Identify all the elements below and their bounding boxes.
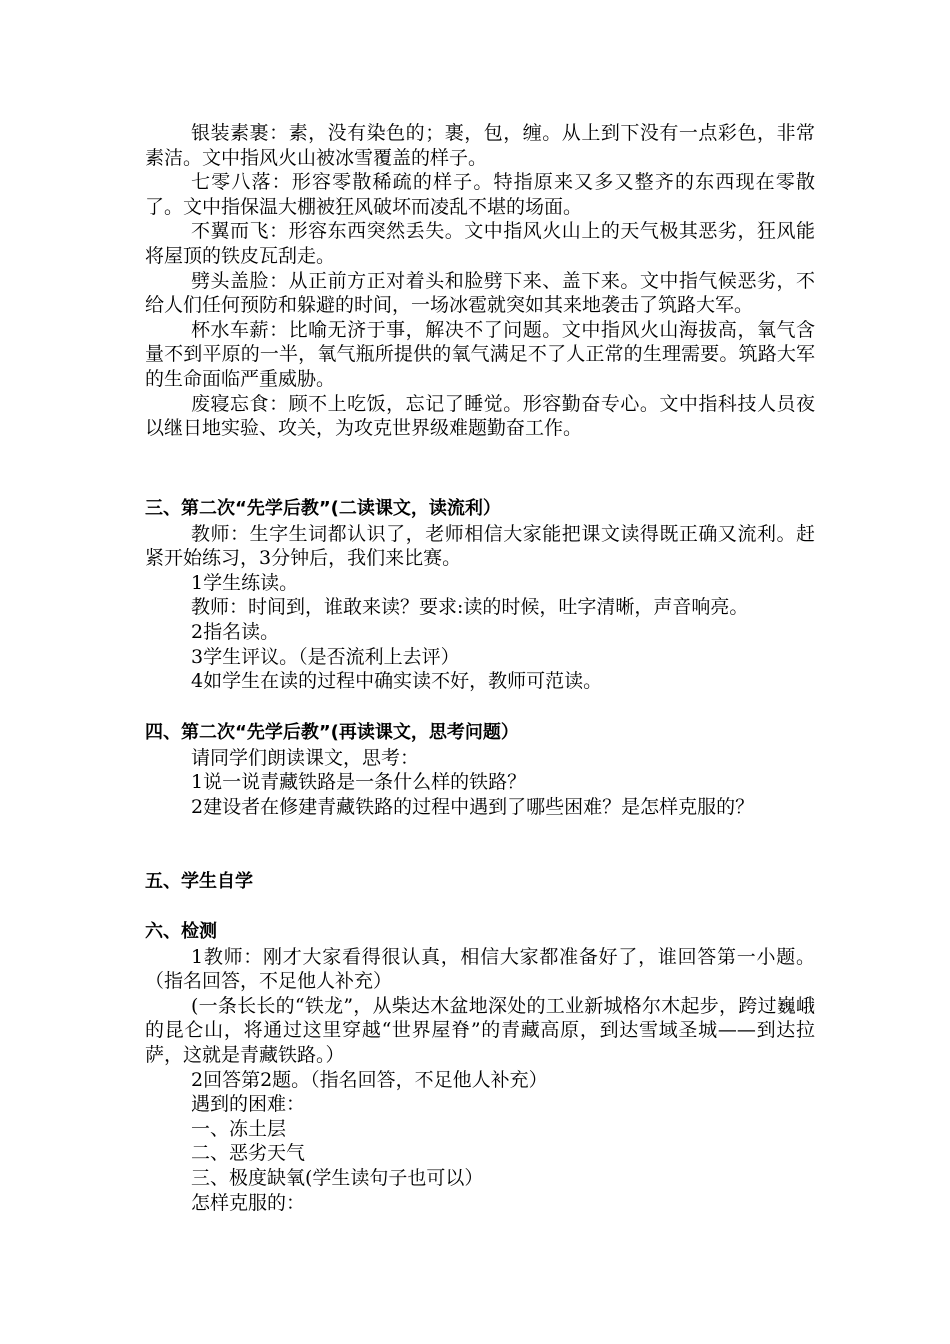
section-heading: 三、第二次“先学后教”(二读课文，读流利） bbox=[145, 498, 501, 519]
list-item: 2指名读。 bbox=[191, 620, 280, 643]
list-item: 教师：时间到，谁敢来读？要求:读的时候，吐字清晰，声音响亮。 bbox=[191, 596, 749, 619]
list-item: 2回答第2题。（指名回答，不足他人补充） bbox=[191, 1068, 548, 1091]
vocab-entry: 七零八落：形容零散稀疏的样子。特指原来又多又整齐的东西现在零散了。文中指保温大棚被狂风破坏而凌乱不堪的场面。 bbox=[145, 171, 815, 218]
list-item: 3学生评议。（是否流利上去评） bbox=[191, 645, 460, 668]
paragraph: 请同学们朗读课文，思考： bbox=[191, 746, 420, 769]
section-six bbox=[145, 920, 815, 1215]
vocab-entry: 杯水车薪：比喻无济于事，解决不了问题。文中指风火山海拔高，氧气含量不到平原的一半，氧气瓶所提供的氧气满足不了人正常的生理需要。筑路大军的生命面临严重威胁。 bbox=[145, 318, 815, 390]
section-three bbox=[145, 497, 815, 694]
vocab-entry: 废寝忘食：顾不上吃饭，忘记了睡觉。形容勤奋专心。文中指科技人员夜以继日地实验、攻关，为攻克世界级难题勤奋工作。 bbox=[145, 392, 815, 440]
vocab-entry: 银装素裹：素，没有染色的；裹，包，缠。从上到下没有一点彩色，非常素洁。文中指风火山被冰雪覆盖的样子。 bbox=[145, 122, 815, 169]
list-item: 三、极度缺氧(学生读句子也可以） bbox=[191, 1166, 484, 1189]
paragraph: (一条长长的“铁龙”，从柴达木盆地深处的工业新城格尔木起步，跨过巍峨的昆仑山，将通过这里穿越“世界屋脊”的青藏高原，到达雪域圣城——到达拉萨，这就是青藏铁路。） bbox=[145, 994, 815, 1066]
list-item: 遇到的困难： bbox=[191, 1093, 306, 1116]
section-heading: 五、学生自学 bbox=[145, 871, 253, 892]
section-heading: 四、第二次“先学后教”(再读课文，思考问题） bbox=[145, 722, 519, 743]
list-item: 怎样克服的： bbox=[191, 1191, 306, 1214]
vocab-section bbox=[145, 121, 815, 441]
list-item: 4如学生在读的过程中确实读不好，教师可范读。 bbox=[191, 670, 603, 693]
question-item: 1说一说青藏铁路是一条什么样的铁路？ bbox=[191, 771, 527, 794]
list-item: 1学生练读。 bbox=[191, 571, 299, 594]
section-five bbox=[145, 870, 815, 895]
paragraph: 1教师：刚才大家看得很认真，相信大家都准备好了，谁回答第一小题。（指名回答，不足他人补充） bbox=[145, 945, 815, 993]
section-four bbox=[145, 721, 815, 819]
paragraph: 教师：生字生词都认识了，老师相信大家能把课文读得既正确又流利。赶紧开始练习，3分钟后，我们来比赛。 bbox=[145, 522, 815, 570]
vocab-entry: 不翼而飞：形容东西突然丢失。文中指风火山上的天气极其恶劣，狂风能将屋顶的铁皮瓦刮走。 bbox=[145, 220, 815, 267]
vocab-entry: 劈头盖脸：从正前方正对着头和脸劈下来、盖下来。文中指气候恶劣，不给人们任何预防和躲避的时间，一场冰雹就突如其来地袭击了筑路大军。 bbox=[145, 269, 815, 317]
list-item: 一、冻土层 bbox=[191, 1117, 287, 1140]
section-heading: 六、检测 bbox=[145, 921, 217, 942]
question-item: 2建设者在修建青藏铁路的过程中遇到了哪些困难？是怎样克服的？ bbox=[191, 795, 755, 818]
list-item: 二、恶劣天气 bbox=[191, 1142, 306, 1165]
